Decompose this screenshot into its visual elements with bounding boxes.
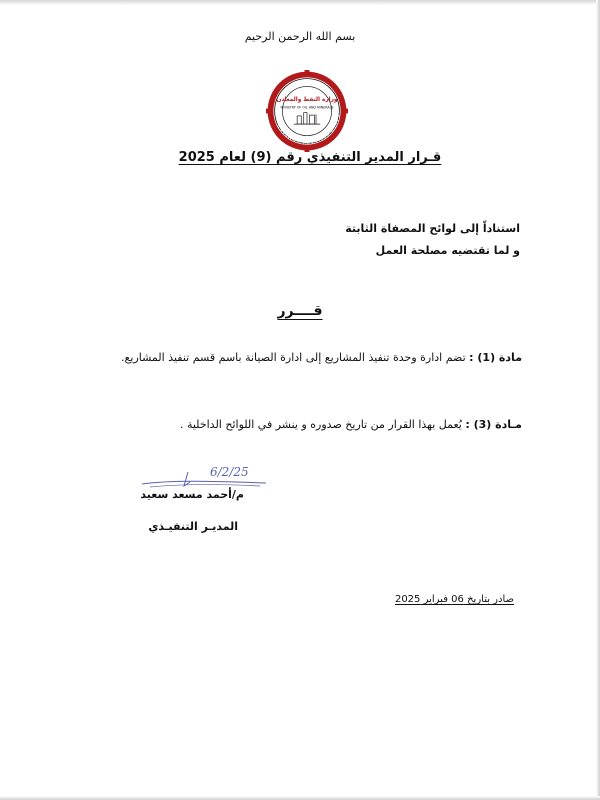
article-3-label: مـادة (3) : [465,418,522,431]
page-edge-top [0,0,600,5]
preamble-line-2: و لما تقتضيه مصلحة العمل [375,244,520,257]
seal-english-text: MINISTRY OF OIL AND MINERALS [280,105,334,110]
page-edge-right [596,0,600,800]
article-1-text: تضم ادارة وحدة تنفيذ المشاريع إلى ادارة الصيانة باسم قسم تنفيذ المشاريع. [121,351,466,364]
signature-date: 6/2/25 [210,465,249,479]
seal-ring-text: SAFER REFINERY COMPANY [276,114,341,145]
preamble [120,218,520,262]
signer-title: المديـر التنفيـذي [148,520,238,533]
page-edge-bottom [0,796,600,800]
decision-heading: قــــرر [277,303,323,319]
seal-arabic-text: وزارة النفط والمعادن [276,97,338,104]
article-3-text: يُعمل بهذا القرار من تاريخ صدوره و ينشر في اللوائح الداخلية . [179,418,462,431]
decision-title: قـرار المدير التنفيذي رقم (9) لعام 2025 [178,150,442,165]
article-3 [82,417,522,433]
basmala-header: بسم الله الرحمن الرحيم [244,30,356,43]
ministry-seal-icon [266,70,348,152]
issue-date: صادر بتاريخ 06 فبراير 2025 [394,594,514,605]
preamble-line-1: استناداً إلى لوائح المصفاة الثابتة [345,222,520,235]
signer-name: م/أحمد مسعد سعيد [140,488,244,501]
article-1 [82,350,522,366]
article-1-label: مادة (1) : [469,351,522,364]
